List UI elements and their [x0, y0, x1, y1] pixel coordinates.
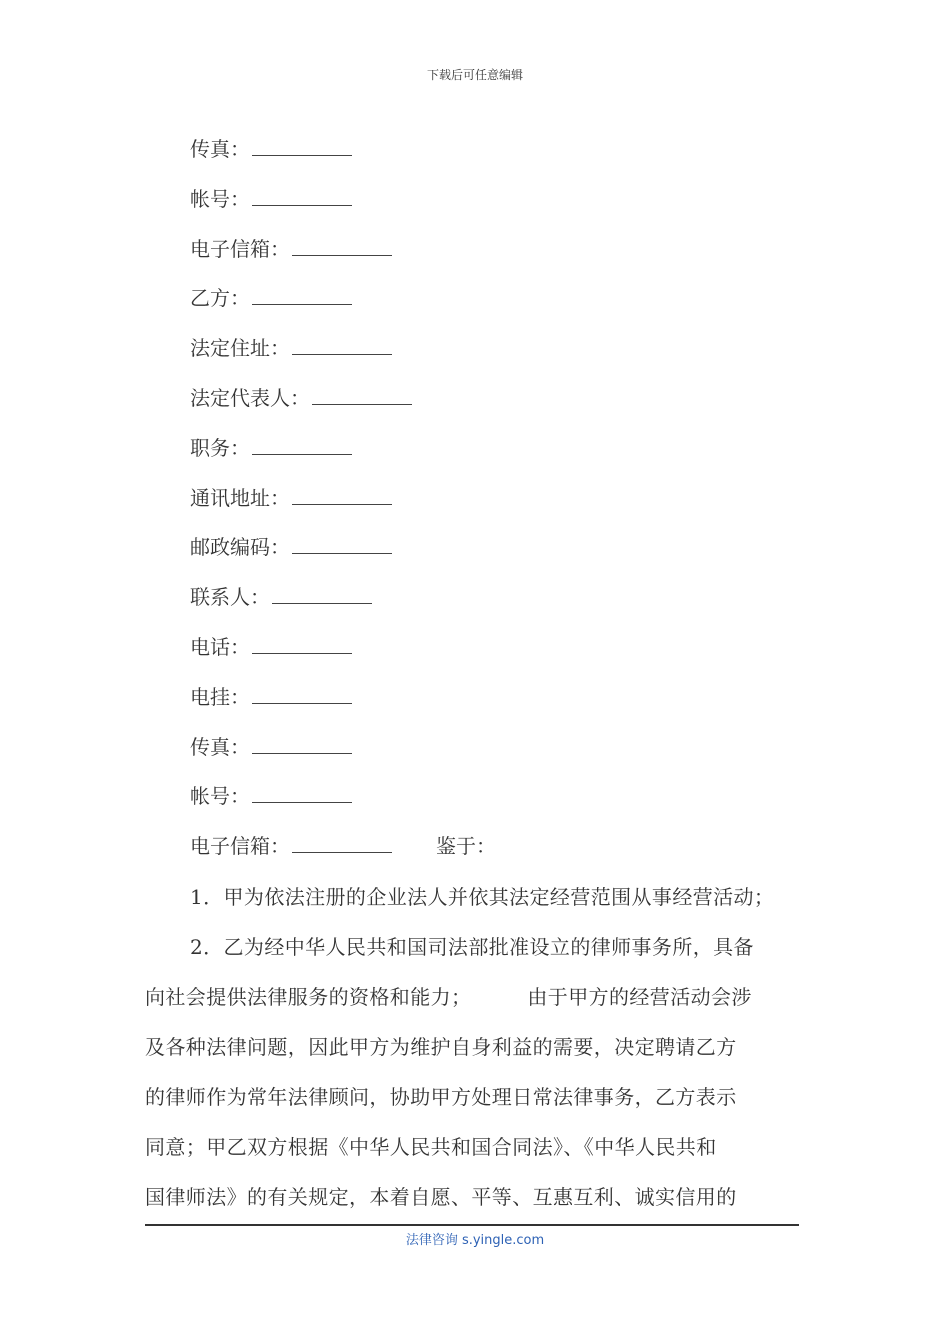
paragraph-line: 2．乙为经中华人民共和国司法部批准设立的律师事务所，具备 [190, 935, 754, 959]
field-label: 帐号： [190, 784, 250, 809]
paragraph-line: 国律师法》的有关规定，本着自愿、平等、互惠互利、诚实信用的 [145, 1185, 737, 1209]
field-phone [190, 632, 496, 682]
field-label: 法定住址： [190, 336, 290, 361]
field-legal-rep [190, 383, 496, 433]
field-contact [190, 582, 496, 632]
field-email-a [190, 234, 496, 284]
field-fax-a [190, 134, 496, 184]
field-telegraph [190, 682, 496, 732]
field-fax-b [190, 732, 496, 782]
paragraph-line: 的律师作为常年法律顾问，协助甲方处理日常法律事务，乙方表示 [145, 1085, 737, 1109]
paragraph-line: 同意；甲乙双方根据《中华人民共和国合同法》、《中华人民共和 [145, 1135, 717, 1159]
fill-blank [252, 185, 352, 206]
fill-blank [292, 484, 392, 505]
paragraph-2 [145, 922, 805, 1222]
field-label: 通讯地址： [190, 485, 290, 510]
field-label: 乙方： [190, 286, 250, 311]
contract-fields [190, 134, 496, 881]
fill-blank [252, 284, 352, 305]
footer-divider [145, 1224, 799, 1226]
field-label: 邮政编码： [190, 535, 290, 560]
field-label: 传真： [190, 734, 250, 759]
field-label: 传真： [190, 137, 250, 161]
whereas-label: 鉴于： [436, 834, 496, 859]
fill-blank [292, 533, 392, 554]
field-position [190, 433, 496, 483]
field-account-a [190, 184, 496, 234]
field-label: 电子信箱： [190, 834, 290, 859]
fill-blank [252, 782, 352, 803]
field-label: 电挂： [190, 684, 250, 709]
field-account-b [190, 781, 496, 831]
field-legal-address [190, 333, 496, 383]
fill-blank [252, 733, 352, 754]
fill-blank [292, 235, 392, 256]
field-label: 电子信箱： [190, 236, 290, 261]
field-label: 电话： [190, 634, 250, 659]
fill-blank [252, 135, 352, 156]
fill-blank [292, 832, 392, 853]
page-header: 下载后可任意编辑 [426, 68, 523, 82]
field-party-b [190, 283, 496, 333]
fill-blank [252, 434, 352, 455]
field-mail-address [190, 483, 496, 533]
field-label: 法定代表人： [190, 385, 310, 410]
field-label: 职务： [190, 435, 250, 460]
paragraph-line: 及各种法律问题，因此甲方为维护自身利益的需要，决定聘请乙方 [145, 1035, 737, 1059]
fill-blank [272, 583, 372, 604]
footer-link[interactable]: 法律咨询 s.yingle.com [405, 1233, 545, 1248]
fill-blank [252, 683, 352, 704]
paragraph-text: 向社会提供法律服务的资格和能力； [145, 985, 472, 1009]
paragraph-line [145, 972, 805, 1022]
fill-blank [312, 384, 412, 405]
fill-blank [292, 334, 392, 355]
paragraph-text: 由于甲方的经营活动会涉 [527, 985, 752, 1009]
field-label: 联系人： [190, 585, 270, 610]
fill-blank [252, 633, 352, 654]
field-postcode [190, 532, 496, 582]
field-label: 帐号： [190, 186, 250, 211]
paragraph-1: 1．甲为依法注册的企业法人并依其法定经营范围从事经营活动； [190, 885, 775, 909]
